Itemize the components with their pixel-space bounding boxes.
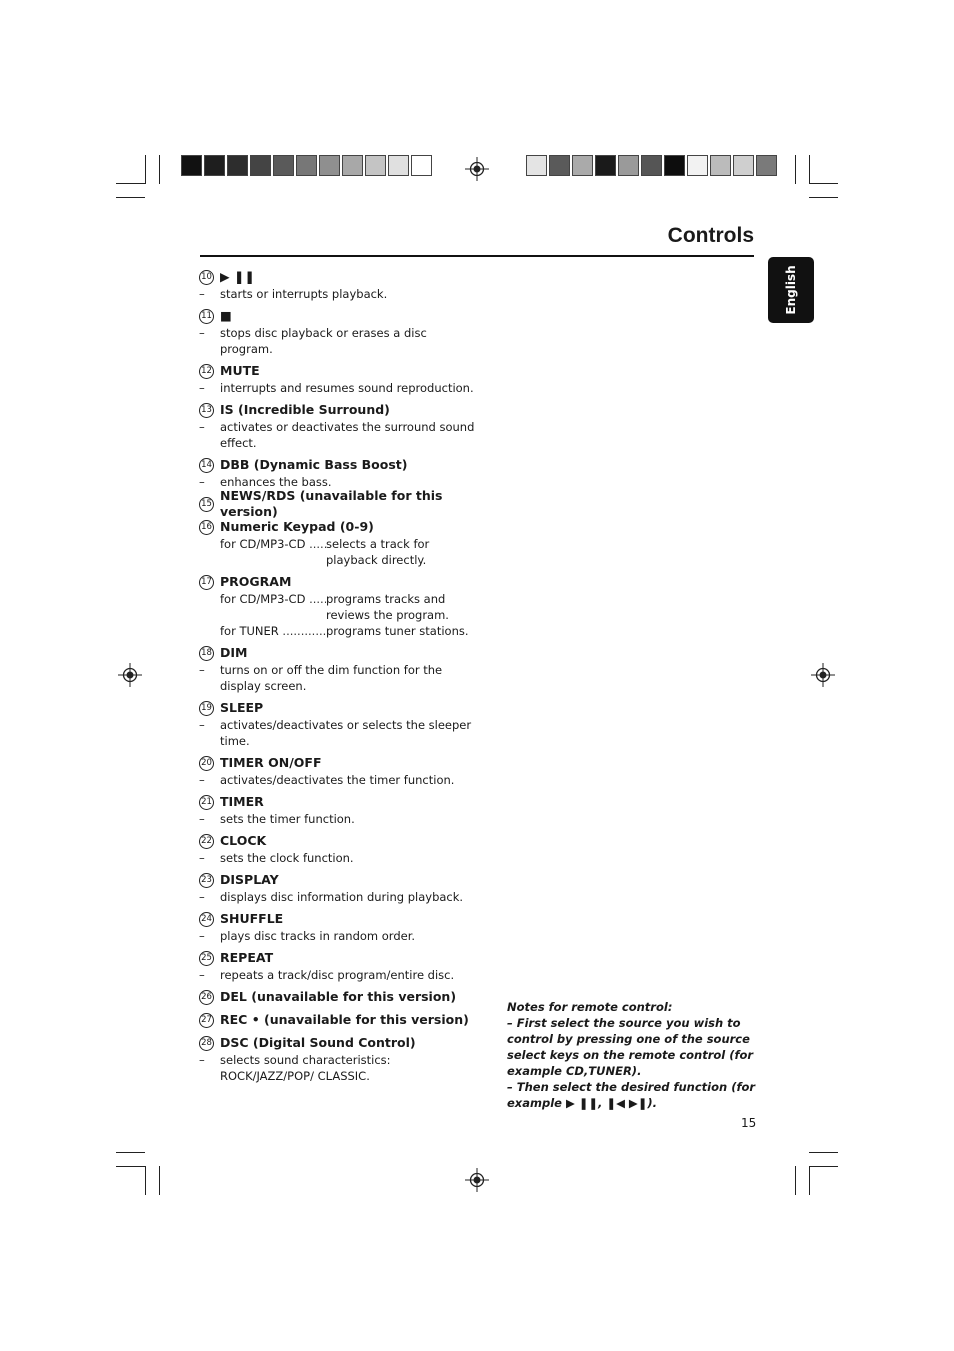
control-label: DISPLAY [220,872,279,887]
color-swatch [572,155,593,176]
mode-key: for CD/MP3-CD ..... [220,536,326,568]
dash-bullet: – [199,381,205,395]
control-heading [199,362,479,380]
title-rule [200,255,754,257]
control-heading [199,1011,479,1029]
control-heading [199,268,479,286]
control-item [199,456,479,490]
color-swatch [710,155,731,176]
remote-control-notes [507,999,757,1111]
color-swatch [595,155,616,176]
crop-mark [159,1166,160,1195]
control-description [199,717,479,749]
notes-line: – Then select the desired function (for example ▶ ❚❚, ❚◀ ▶❚). [507,1080,756,1110]
dash-bullet: – [199,890,205,904]
description-text: sets the timer function. [220,812,355,826]
control-description [199,662,479,694]
color-swatch [273,155,294,176]
description-text: turns on or off the dim function for the display screen. [220,663,443,693]
control-item [199,949,479,983]
control-item [199,871,479,905]
control-item [199,644,479,694]
crop-mark [809,1166,810,1195]
item-number-badge: 19 [199,701,214,716]
color-swatch [204,155,225,176]
control-item [199,1034,479,1084]
crop-mark [809,183,838,184]
color-swatch [526,155,547,176]
item-number-badge: 10 [199,270,214,285]
control-description [199,889,479,905]
color-calibration-bar-right [526,155,779,176]
control-label: MUTE [220,363,260,378]
control-item [199,832,479,866]
dash-bullet: – [199,663,205,677]
control-description [199,325,479,357]
item-number-badge: 11 [199,309,214,324]
control-heading [199,307,479,325]
mode-description [199,591,479,623]
language-tab-label: English [784,265,798,315]
item-number-badge: 27 [199,1013,214,1028]
item-number-badge: 13 [199,403,214,418]
control-item [199,362,479,396]
item-number-badge: 28 [199,1036,214,1051]
control-heading [199,518,479,536]
item-number-badge: 25 [199,951,214,966]
control-item [199,573,479,639]
control-heading [199,949,479,967]
registration-mark-icon [118,663,142,687]
mode-key: for TUNER ..... [220,623,326,639]
color-swatch [181,155,202,176]
crop-mark [116,183,145,184]
dash-bullet: – [199,420,205,434]
control-heading [199,910,479,928]
description-text: stops disc playback or erases a disc program. [220,326,427,356]
notes-heading: Notes for remote control: [507,1000,673,1014]
control-description [199,811,479,827]
control-description [199,1052,479,1084]
crop-mark [795,155,796,184]
crop-mark [809,197,838,198]
description-text: selects sound characteristics: ROCK/JAZZ/POP/ CLASSIC. [220,1053,391,1083]
control-heading [199,988,479,1006]
color-swatch [549,155,570,176]
dash-bullet: – [199,773,205,787]
control-description [199,419,479,451]
item-number-badge: 12 [199,364,214,379]
control-heading [199,754,479,772]
color-swatch [388,155,409,176]
dash-bullet: – [199,326,205,340]
description-text: repeats a track/disc program/entire disc. [220,968,455,982]
control-heading [199,456,479,474]
color-swatch [733,155,754,176]
color-swatch [618,155,639,176]
color-swatch [664,155,685,176]
control-label: DIM [220,645,248,660]
control-label: SLEEP [220,700,264,715]
crop-mark [145,155,146,184]
control-label: SHUFFLE [220,911,284,926]
control-label: DBB (Dynamic Bass Boost) [220,457,408,472]
description-text: plays disc tracks in random order. [220,929,416,943]
control-item [199,754,479,788]
crop-mark [809,155,810,184]
description-text: enhances the bass. [220,475,332,489]
dash-bullet: – [199,1053,205,1067]
color-swatch [411,155,432,176]
control-heading [199,488,479,519]
control-item [199,307,479,357]
control-item [199,488,479,519]
control-label: Numeric Keypad (0-9) [220,519,374,534]
color-swatch [227,155,248,176]
control-label: NEWS/RDS (unavailable for this version) [220,488,443,519]
control-item [199,910,479,944]
dash-bullet: – [199,968,205,982]
mode-value: selects a track for playback directly. [326,537,430,567]
control-label: PROGRAM [220,574,292,589]
control-heading [199,401,479,419]
item-number-badge: 20 [199,756,214,771]
mode-value: programs tuner stations. [326,624,469,638]
item-number-badge: 18 [199,646,214,661]
crop-mark [116,1166,145,1167]
color-swatch [365,155,386,176]
crop-mark [809,1166,838,1167]
color-calibration-bar-left [181,155,434,176]
dash-bullet: – [199,929,205,943]
description-text: starts or interrupts playback. [220,287,388,301]
control-heading [199,871,479,889]
control-item [199,988,479,1006]
description-text: activates/deactivates or selects the sleeper time. [220,718,472,748]
registration-mark-icon [811,663,835,687]
description-text: activates/deactivates the timer function. [220,773,455,787]
crop-mark [116,197,145,198]
control-label: DEL (unavailable for this version) [220,989,457,1004]
control-heading [199,644,479,662]
control-label: CLOCK [220,833,267,848]
color-swatch [250,155,271,176]
control-item [199,1011,479,1029]
controls-list [199,268,479,1089]
dash-bullet: – [199,851,205,865]
control-heading [199,1034,479,1052]
control-description [199,286,479,302]
dash-bullet: – [199,475,205,489]
description-text: activates or deactivates the surround sound effect. [220,420,475,450]
control-label: ■ [220,308,232,323]
item-number-badge: 22 [199,834,214,849]
control-label: IS (Incredible Surround) [220,402,390,417]
page-number: 15 [741,1116,757,1130]
color-swatch [319,155,340,176]
control-label: REPEAT [220,950,274,965]
control-description [199,967,479,983]
description-text: sets the clock function. [220,851,354,865]
color-swatch [687,155,708,176]
registration-mark-icon [465,1168,489,1192]
control-description [199,772,479,788]
color-swatch [296,155,317,176]
control-item [199,699,479,749]
control-heading [199,793,479,811]
item-number-badge: 24 [199,912,214,927]
mode-description [199,623,479,639]
color-swatch [641,155,662,176]
crop-mark [809,1152,838,1153]
item-number-badge: 14 [199,458,214,473]
description-text: interrupts and resumes sound reproduction. [220,381,474,395]
control-description [199,380,479,396]
item-number-badge: 17 [199,575,214,590]
description-text: displays disc information during playback. [220,890,464,904]
item-number-badge: 26 [199,990,214,1005]
color-swatch [342,155,363,176]
color-swatch [756,155,777,176]
control-description [199,928,479,944]
control-item [199,793,479,827]
mode-value: programs tracks and reviews the program. [326,592,449,622]
control-label: ▶ ❚❚ [220,269,255,284]
control-heading [199,832,479,850]
mode-description [199,536,479,568]
dash-bullet: – [199,718,205,732]
crop-mark [145,1166,146,1195]
page-title: Controls [667,224,754,247]
item-number-badge: 21 [199,795,214,810]
dash-bullet: – [199,287,205,301]
item-number-badge: 15 [199,497,214,512]
control-item [199,268,479,302]
control-label: TIMER [220,794,264,809]
crop-mark [116,1152,145,1153]
crop-mark [795,1166,796,1195]
control-heading [199,699,479,717]
control-label: DSC (Digital Sound Control) [220,1035,416,1050]
control-item [199,518,479,568]
control-item [199,401,479,451]
control-label: TIMER ON/OFF [220,755,322,770]
notes-line: – First select the source you wish to control by pressing one of the source select keys on the remote control (for example CD,TUNER). [507,1016,754,1078]
item-number-badge: 23 [199,873,214,888]
dash-bullet: – [199,812,205,826]
control-description [199,850,479,866]
control-heading [199,573,479,591]
crop-mark [159,155,160,184]
language-tab [768,257,814,323]
control-label: REC • (unavailable for this version) [220,1012,469,1027]
registration-mark-icon [465,157,489,181]
item-number-badge: 16 [199,520,214,535]
mode-key: for CD/MP3-CD ..... [220,591,326,623]
